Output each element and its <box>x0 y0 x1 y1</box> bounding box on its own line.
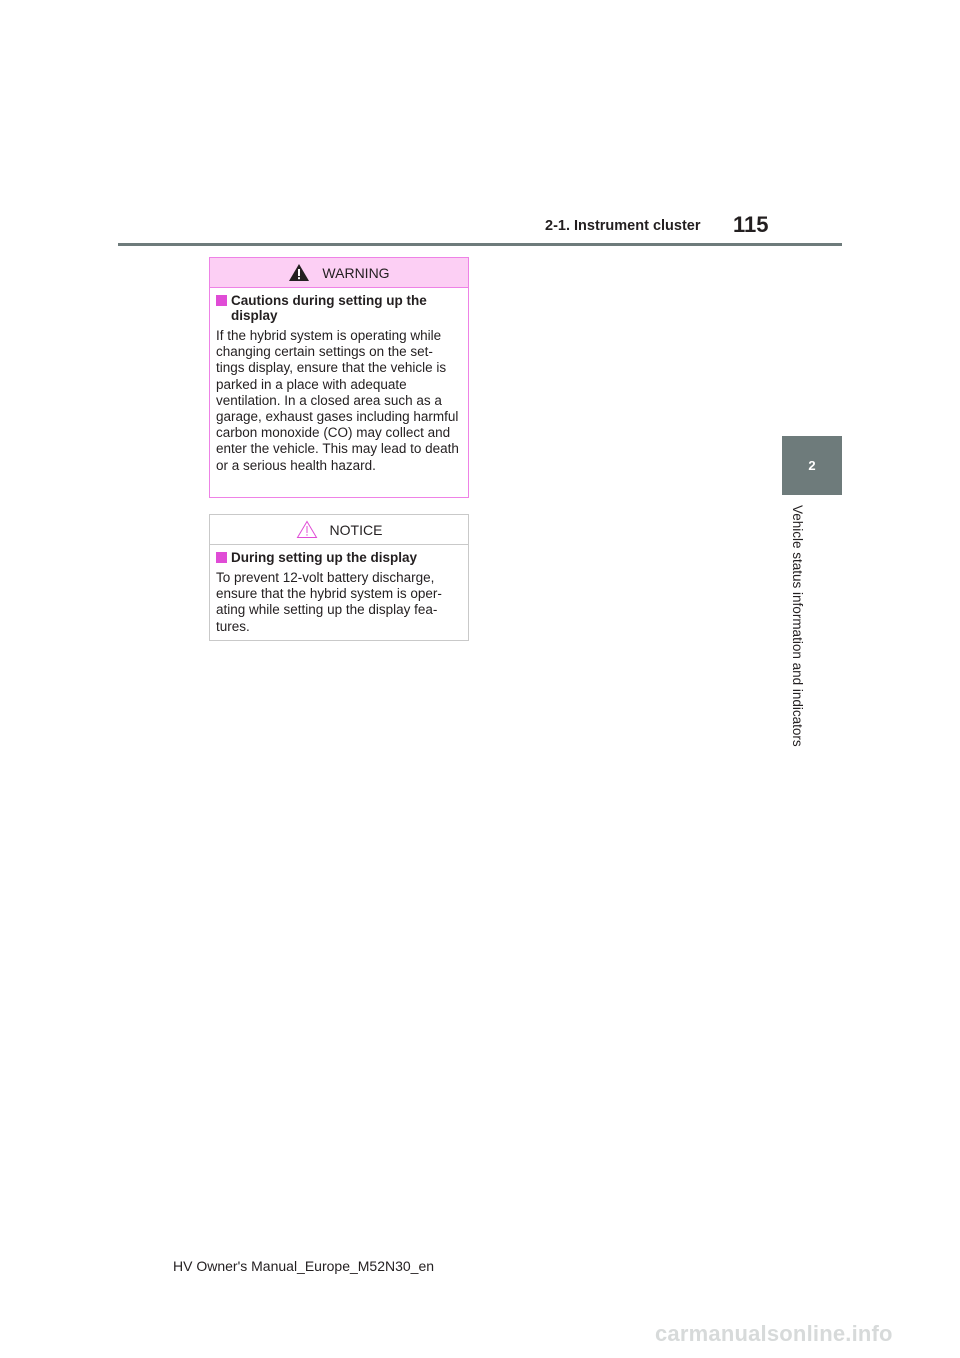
notice-triangle-icon <box>296 520 318 539</box>
warning-triangle-icon <box>288 263 310 282</box>
chapter-number: 2 <box>808 458 816 473</box>
warning-header <box>210 258 468 288</box>
square-bullet-icon <box>216 295 227 306</box>
header-divider <box>118 243 842 246</box>
notice-header <box>210 515 468 545</box>
watermark: carmanualsonline.info <box>655 1321 893 1346</box>
notice-body: To prevent 12-volt battery discharge, ensure that the hybrid system is oper-ating while setting up the display fea-tures. <box>216 570 442 634</box>
square-bullet-icon <box>216 552 227 563</box>
warning-label: WARNING <box>322 264 390 281</box>
footer-manual-name: HV Owner's Manual_Europe_M52N30_en <box>173 1258 435 1274</box>
notice-item-title <box>216 550 459 565</box>
chapter-title-vertical <box>787 505 807 785</box>
warning-body: If the hybrid system is operating while changing certain settings on the set-tings display, ensure that the vehicle is parked in a place with adequate ventilation. In a closed area such as a garage, exhaust gases including harmful carbon monoxide (CO) may collect and enter the vehicle. This may lead to death or a serious health hazard. <box>216 328 459 473</box>
page-number: 115 <box>733 212 769 237</box>
chapter-tab <box>782 436 842 495</box>
chapter-title: Vehicle status information and indicators <box>790 505 805 747</box>
notice-title-text: During setting up the display <box>231 550 418 565</box>
warning-box <box>209 257 469 498</box>
warning-title-text: Cautions during setting up the display <box>231 293 427 323</box>
warning-item-title <box>216 293 459 323</box>
notice-label: NOTICE <box>329 521 383 538</box>
notice-box <box>209 514 469 641</box>
section-title: 2-1. Instrument cluster <box>545 218 701 234</box>
